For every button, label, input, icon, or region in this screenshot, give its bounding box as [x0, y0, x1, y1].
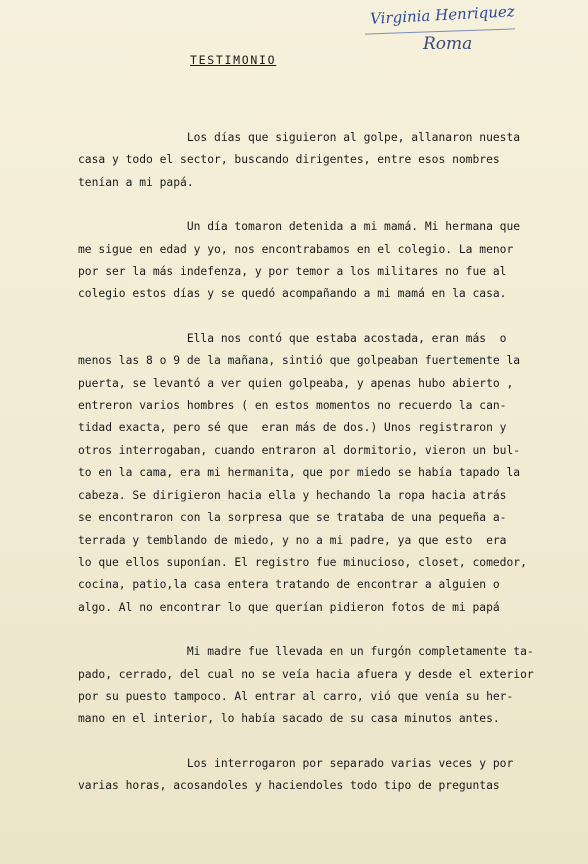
- paragraph-gap: [78, 306, 583, 328]
- text-line: se encontraron con la sorpresa que se trataba de una pequeña a-: [78, 511, 507, 525]
- paragraph: [78, 216, 583, 306]
- handwritten-name: Virginia Henriquez: [369, 2, 516, 28]
- text-line: Ella nos contó que estaba acostada, eran más o: [78, 331, 507, 345]
- text-line: Los interrogaron por separado varias veces y por: [78, 756, 514, 770]
- text-line: terrada y temblando de miedo, y no a mi padre, ya que esto era: [78, 533, 507, 547]
- paragraph-gap: [78, 619, 583, 641]
- text-line: varias horas, acosandoles y haciendoles todo tipo de preguntas: [78, 779, 500, 793]
- text-line: otros interrogaban, cuando entraron al dormitorio, vieron un bul-: [78, 443, 521, 457]
- paragraph: [78, 328, 583, 619]
- text-line: me sigue en edad y yo, nos encontrabamos en el colegio. La menor: [78, 242, 514, 256]
- text-line: mano en el interior, lo había sacado de su casa minutos antes.: [78, 712, 500, 726]
- text-line: puerta, se levantó a ver quien golpeaba, y apenas hubo abierto ,: [78, 376, 514, 390]
- text-line: por ser la más indefenza, y por temor a los militares no fue al: [78, 265, 507, 279]
- text-line: colegio estos días y se quedó acompañando a mi mamá en la casa.: [78, 287, 507, 301]
- text-line: tenían a mi papá.: [78, 175, 194, 189]
- text-line: menos las 8 o 9 de la mañana, sintió que golpeaban fuertemente la: [78, 354, 521, 368]
- text-line: pado, cerrado, del cual no se veía hacia afuera y desde el exterior: [78, 667, 534, 681]
- text-line: to en la cama, era mi hermanita, que por miedo se había tapado la: [78, 466, 521, 480]
- text-line: lo que ellos suponían. El registro fue minucioso, closet, comedor,: [78, 555, 527, 569]
- text-line: algo. Al no encontrar lo que querían pidieron fotos de mi papá: [78, 600, 500, 614]
- text-line: Mi madre fue llevada en un furgón completamente ta-: [78, 645, 534, 659]
- text-line: Un día tomaron detenida a mi mamá. Mi hermana que: [78, 220, 521, 234]
- text-line: entreron varios hombres ( en estos momentos no recuerdo la can-: [78, 399, 507, 413]
- text-line: Los días que siguieron al golpe, allanaron nuesta: [78, 131, 521, 144]
- paragraph: [78, 753, 583, 798]
- document-title: TESTIMONIO: [190, 53, 277, 67]
- text-line: cocina, patio,la casa entera tratando de encontrar a alguien o: [78, 578, 500, 592]
- paragraph-gap: [78, 731, 583, 753]
- paragraph: [78, 127, 583, 194]
- paragraph-gap: [78, 194, 583, 216]
- text-line: cabeza. Se dirigieron hacia ella y hechando la ropa hacia atrás: [78, 488, 507, 502]
- text-line: por su puesto tampoco. Al entrar al carro, vió que venía su her-: [78, 689, 514, 703]
- document-body: [78, 127, 583, 798]
- paragraph: [78, 641, 583, 731]
- handwritten-city: Roma: [423, 34, 473, 54]
- text-line: casa y todo el sector, buscando dirigentes, entre esos nombres: [78, 153, 500, 167]
- text-line: tidad exacta, pero sé que eran más de dos.) Unos registraron y: [78, 421, 507, 435]
